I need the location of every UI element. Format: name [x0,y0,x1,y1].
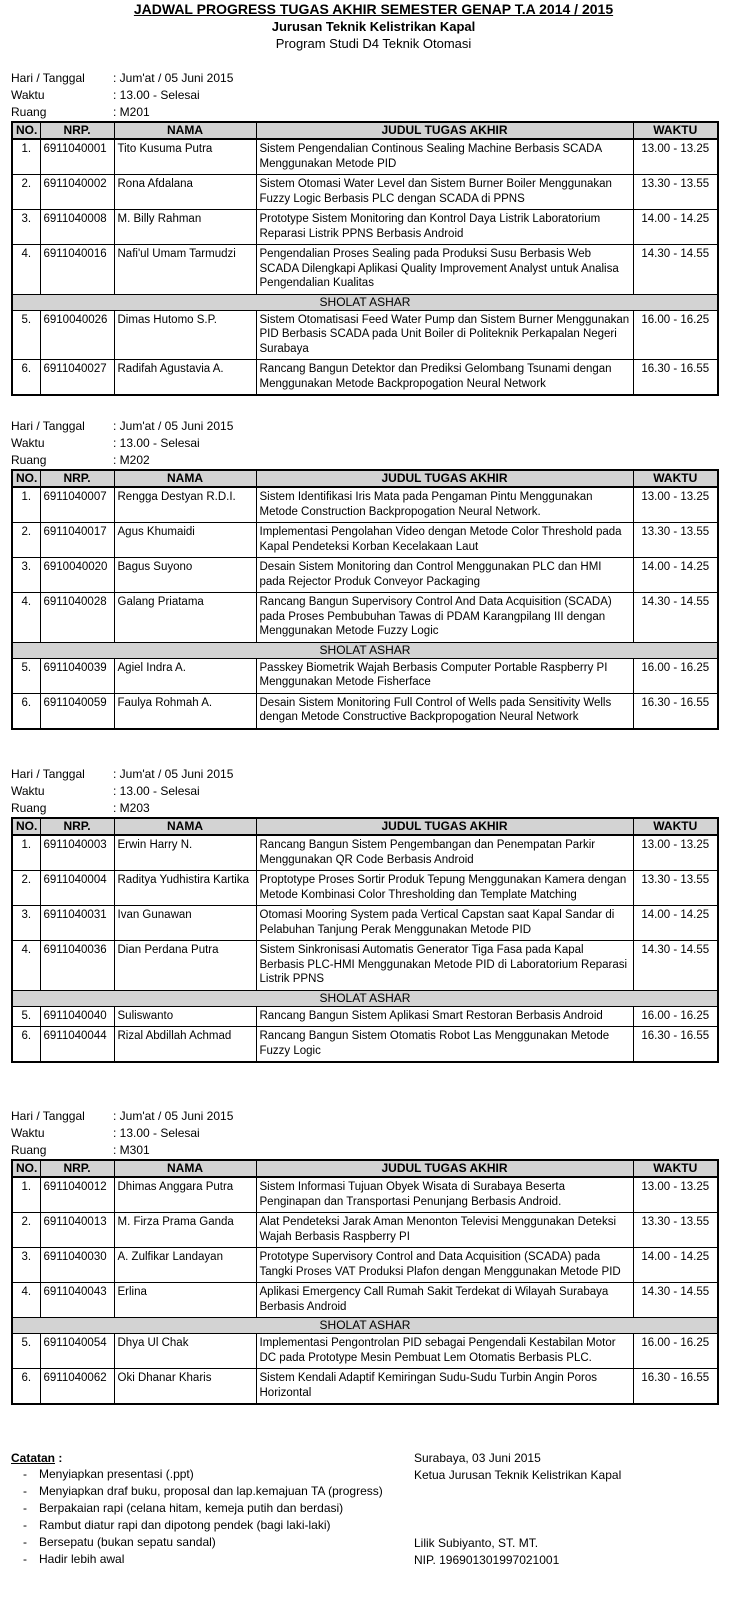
schedule-table [11,1159,719,1405]
col-nrp: NRP. [40,818,114,835]
table-row [12,906,718,941]
hari-label: Hari / Tanggal [11,71,85,85]
row-waktu: 14.30 - 14.55 [633,1283,718,1318]
col-waktu: WAKTU [633,470,718,487]
document-title: JADWAL PROGRESS TUGAS AKHIR SEMESTER GENAP T.A 2014 / 2015 [133,1,614,17]
table-row [12,523,718,558]
col-no: NO. [12,470,40,487]
row-no: 3. [12,558,40,593]
col-no: NO. [12,122,40,139]
break-label: SHOLAT ASHAR [12,1318,718,1334]
waktu-label: Waktu [11,784,45,798]
ruang-label: Ruang [11,801,47,815]
row-judul: Prototype Supervisory Control and Data Acquisition (SCADA) pada Tangki Proses VAT Produksi Plafon dengan Menggunakan Metode PID [256,1248,633,1283]
list-item: - Menyiapkan presentasi (.ppt) [23,1467,194,1481]
row-no: 1. [12,139,40,175]
session-m201 [11,70,717,396]
row-nrp: 6911040007 [40,487,114,523]
row-no: 4. [12,245,40,295]
waktu-label: Waktu [11,88,45,102]
row-waktu: 14.30 - 14.55 [633,245,718,295]
hari-label: Hari / Tanggal [11,1109,85,1123]
table-row [12,1213,718,1248]
row-judul: Pengendalian Proses Sealing pada Produksi Susu Berbasis Web SCADA Dilengkapi Aplikasi Quality Improvement Analyst untuk Analisa Pengendalian Kualitas [256,245,633,295]
list-item: - Hadir lebih awal [23,1552,125,1566]
col-waktu: WAKTU [633,122,718,139]
row-waktu: 16.00 - 16.25 [633,658,718,693]
row-nama: Radifah Agustavia A. [114,360,256,396]
hari-label: Hari / Tanggal [11,419,85,433]
signature-name: Lilik Subiyanto, ST. MT. [414,1536,539,1550]
table-row [12,1369,718,1405]
hari-value: : Jum'at / 05 Juni 2015 [113,767,234,781]
row-nrp: 6911040059 [40,693,114,729]
row-nrp: 6911040062 [40,1369,114,1405]
row-nrp: 6911040039 [40,658,114,693]
ruang-label: Ruang [11,105,47,119]
signature-position: Ketua Jurusan Teknik Kelistrikan Kapal [414,1468,622,1482]
col-no: NO. [12,818,40,835]
ruang-value: : M201 [113,105,150,119]
notes-section [11,1450,411,1568]
row-judul: Proptotype Proses Sortir Produk Tepung Menggunakan Kamera dengan Metode Kombinasi Color Thresholding dan Template Matching [256,871,633,906]
row-judul: Sistem Pengendalian Continous Sealing Machine Berbasis SCADA Menggunakan Metode PID [256,139,633,175]
table-row [12,558,718,593]
row-nrp: 6911040031 [40,906,114,941]
note-text: Menyiapkan draf buku, proposal dan lap.kemajuan TA (progress) [39,1484,383,1498]
schedule-table [11,121,719,396]
row-nama: Tito Kusuma Putra [114,139,256,175]
row-judul: Implementasi Pengolahan Video dengan Metode Color Threshold pada Kapal Pendeteksi Korban Kecelakaan Laut [256,523,633,558]
ruang-value: : M202 [113,453,150,467]
document-header [0,0,747,52]
row-judul: Alat Pendeteksi Jarak Aman Menonton Televisi Menggunakan Deteksi Wajah Berbasis Raspberry PI [256,1213,633,1248]
row-nama: Ivan Gunawan [114,906,256,941]
col-waktu: WAKTU [633,1160,718,1177]
row-nama: Suliswanto [114,1006,256,1027]
table-header-row [12,818,718,835]
table-header-row [12,1160,718,1177]
col-nrp: NRP. [40,470,114,487]
row-nrp: 6911040040 [40,1006,114,1027]
note-text: Rambut diatur rapi dan dipotong pendek (bagi laki-laki) [39,1518,331,1532]
row-waktu: 14.30 - 14.55 [633,941,718,991]
row-nrp: 6910040026 [40,310,114,360]
table-row [12,1248,718,1283]
table-row [12,1006,718,1027]
row-waktu: 13.00 - 13.25 [633,835,718,871]
ruang-value: : M203 [113,801,150,815]
hari-value: : Jum'at / 05 Juni 2015 [113,419,234,433]
waktu-value: : 13.00 - Selesai [113,1126,200,1140]
row-nama: A. Zulfikar Landayan [114,1248,256,1283]
row-no: 6. [12,360,40,396]
waktu-label: Waktu [11,1126,45,1140]
notes-title-colon: : [55,1451,63,1465]
row-judul: Sistem Otomasi Water Level dan Sistem Burner Boiler Menggunakan Fuzzy Logic Berbasis PLC dengan SCADA di PPNS [256,175,633,210]
row-no: 3. [12,210,40,245]
row-waktu: 16.30 - 16.55 [633,1027,718,1063]
break-label: SHOLAT ASHAR [12,990,718,1006]
table-row [12,310,718,360]
row-judul: Sistem Informasi Tujuan Obyek Wisata di Surabaya Beserta Penginapan dan Transportasi Penunjang Berbasis Android. [256,1177,633,1213]
row-judul: Aplikasi Emergency Call Rumah Sakit Terdekat di Wilayah Surabaya Berbasis Android [256,1283,633,1318]
row-waktu: 16.30 - 16.55 [633,693,718,729]
ruang-label: Ruang [11,453,47,467]
row-nama: Dhimas Anggara Putra [114,1177,256,1213]
table-row [12,1027,718,1063]
row-judul: Sistem Otomatisasi Feed Water Pump dan Sistem Burner Menggunakan PID Berbasis SCADA pada Unit Boiler di Politeknik Perkapalan Negeri Surabaya [256,310,633,360]
row-nrp: 6911040036 [40,941,114,991]
schedule-table [11,817,719,1063]
col-judul: JUDUL TUGAS AKHIR [256,818,633,835]
row-nama: Oki Dhanar Kharis [114,1369,256,1405]
table-row [12,941,718,991]
table-row [12,871,718,906]
col-judul: JUDUL TUGAS AKHIR [256,1160,633,1177]
table-row [12,1334,718,1369]
row-waktu: 14.00 - 14.25 [633,1248,718,1283]
row-no: 6. [12,1027,40,1063]
row-nama: Galang Priatama [114,593,256,643]
session-m202 [11,418,717,730]
row-no: 2. [12,1213,40,1248]
row-nama: Erlina [114,1283,256,1318]
col-nama: NAMA [114,470,256,487]
row-no: 5. [12,1334,40,1369]
row-judul: Desain Sistem Monitoring dan Control Menggunakan PLC dan HMI pada Rejector Produk Conveyor Packaging [256,558,633,593]
row-nrp: 6911040043 [40,1283,114,1318]
row-no: 6. [12,693,40,729]
row-waktu: 13.00 - 13.25 [633,487,718,523]
waktu-value: : 13.00 - Selesai [113,784,200,798]
row-waktu: 13.00 - 13.25 [633,139,718,175]
row-nrp: 6911040054 [40,1334,114,1369]
table-row [12,593,718,643]
row-no: 2. [12,523,40,558]
break-row [12,294,718,310]
row-no: 5. [12,310,40,360]
row-waktu: 16.30 - 16.55 [633,1369,718,1405]
break-row [12,642,718,658]
row-waktu: 13.00 - 13.25 [633,1177,718,1213]
table-row [12,210,718,245]
table-header-row [12,470,718,487]
break-label: SHOLAT ASHAR [12,642,718,658]
break-row [12,1318,718,1334]
hari-label: Hari / Tanggal [11,767,85,781]
col-nama: NAMA [114,818,256,835]
row-judul: Rancang Bangun Detektor dan Prediksi Gelombang Tsunami dengan Menggunakan Metode Backpropogation Neural Network [256,360,633,396]
list-item: - Bersepatu (bukan sepatu sandal) [23,1535,216,1549]
row-waktu: 13.30 - 13.55 [633,523,718,558]
row-waktu: 13.30 - 13.55 [633,871,718,906]
waktu-label: Waktu [11,436,45,450]
row-no: 3. [12,1248,40,1283]
row-judul: Rancang Bangun Sistem Aplikasi Smart Restoran Berbasis Android [256,1006,633,1027]
row-no: 4. [12,1283,40,1318]
col-nrp: NRP. [40,122,114,139]
col-nama: NAMA [114,1160,256,1177]
row-waktu: 13.30 - 13.55 [633,175,718,210]
row-no: 5. [12,1006,40,1027]
row-judul: Sistem Sinkronisasi Automatis Generator Tiga Fasa pada Kapal Berbasis PLC-HMI Menggunakan Metode PID di Laboratorium Reparasi Listrik PPNS [256,941,633,991]
signature-block [414,1450,734,1569]
row-judul: Otomasi Mooring System pada Vertical Capstan saat Kapal Sandar di Pelabuhan Tanjung Perak Menggunakan Metode PID [256,906,633,941]
row-nrp: 6911040028 [40,593,114,643]
row-nama: Agiel Indra A. [114,658,256,693]
row-waktu: 16.00 - 16.25 [633,310,718,360]
row-nrp: 6910040020 [40,558,114,593]
row-nrp: 6911040027 [40,360,114,396]
session-m301 [11,1108,717,1405]
row-nrp: 6911040013 [40,1213,114,1248]
row-judul: Rancang Bangun Sistem Otomatis Robot Las Menggunakan Metode Fuzzy Logic [256,1027,633,1063]
table-row [12,835,718,871]
row-nrp: 6911040001 [40,139,114,175]
row-waktu: 16.00 - 16.25 [633,1006,718,1027]
notes-title: Catatan [11,1451,56,1465]
row-no: 5. [12,658,40,693]
table-row [12,487,718,523]
row-waktu: 16.30 - 16.55 [633,360,718,396]
ruang-label: Ruang [11,1143,47,1157]
row-no: 4. [12,593,40,643]
col-nrp: NRP. [40,1160,114,1177]
row-waktu: 14.00 - 14.25 [633,210,718,245]
hari-value: : Jum'at / 05 Juni 2015 [113,71,234,85]
list-item: - Menyiapkan draf buku, proposal dan lap.kemajuan TA (progress) [23,1484,383,1498]
signature-place-date: Surabaya, 03 Juni 2015 [414,1451,541,1465]
col-waktu: WAKTU [633,818,718,835]
table-row [12,1177,718,1213]
row-no: 3. [12,906,40,941]
note-text: Hadir lebih awal [39,1552,125,1566]
waktu-value: : 13.00 - Selesai [113,88,200,102]
row-nama: Rengga Destyan R.D.I. [114,487,256,523]
table-row [12,693,718,729]
note-text: Menyiapkan presentasi (.ppt) [39,1467,194,1481]
row-nrp: 6911040016 [40,245,114,295]
row-nrp: 6911040003 [40,835,114,871]
row-nama: M. Firza Prama Ganda [114,1213,256,1248]
row-no: 2. [12,871,40,906]
row-waktu: 13.30 - 13.55 [633,1213,718,1248]
table-row [12,245,718,295]
row-nama: Erwin Harry N. [114,835,256,871]
row-judul: Sistem Identifikasi Iris Mata pada Pengaman Pintu Menggunakan Metode Construction Backpropogation Neural Network. [256,487,633,523]
break-row [12,990,718,1006]
row-judul: Rancang Bangun Supervisory Control And Data Acquisition (SCADA) pada Proses Pembubuhan Tawas di PDAM Karangpilang III dengan Menggunakan Metode Fuzzy Logic [256,593,633,643]
row-nama: Raditya Yudhistira Kartika [114,871,256,906]
row-nama: Rona Afdalana [114,175,256,210]
department-name: Jurusan Teknik Kelistrikan Kapal [271,19,476,34]
row-nrp: 6911040044 [40,1027,114,1063]
waktu-value: : 13.00 - Selesai [113,436,200,450]
break-label: SHOLAT ASHAR [12,294,718,310]
col-no: NO. [12,1160,40,1177]
hari-value: : Jum'at / 05 Juni 2015 [113,1109,234,1123]
signature-nip: NIP. 196901301997021001 [414,1553,560,1567]
row-nama: Dimas Hutomo S.P. [114,310,256,360]
table-row [12,139,718,175]
row-nama: Rizal Abdillah Achmad [114,1027,256,1063]
table-header-row [12,122,718,139]
row-nrp: 6911040017 [40,523,114,558]
row-nama: Faulya Rohmah A. [114,693,256,729]
session-info [11,1108,717,1159]
note-text: Berpakaian rapi (celana hitam, kemeja putih dan berdasi) [39,1501,344,1515]
row-nama: Bagus Suyono [114,558,256,593]
ruang-value: : M301 [113,1143,150,1157]
table-row [12,360,718,396]
schedule-table [11,469,719,730]
row-judul: Rancang Bangun Sistem Pengembangan dan Penempatan Parkir Menggunakan QR Code Berbasis Android [256,835,633,871]
row-waktu: 16.00 - 16.25 [633,1334,718,1369]
row-waktu: 14.00 - 14.25 [633,558,718,593]
session-info [11,766,717,817]
row-judul: Desain Sistem Monitoring Full Control of Wells pada Sensitivity Wells dengan Metode Constructive Backpropogation Neural Network [256,693,633,729]
col-judul: JUDUL TUGAS AKHIR [256,470,633,487]
table-row [12,1283,718,1318]
row-judul: Prototype Sistem Monitoring dan Kontrol Daya Listrik Laboratorium Reparasi Listrik PPNS Berbasis Android [256,210,633,245]
row-nama: M. Billy Rahman [114,210,256,245]
note-text: Bersepatu (bukan sepatu sandal) [39,1535,216,1549]
table-row [12,658,718,693]
row-no: 2. [12,175,40,210]
row-nrp: 6911040008 [40,210,114,245]
row-nrp: 6911040004 [40,871,114,906]
row-nama: Agus Khumaidi [114,523,256,558]
row-nama: Nafi'ul Umam Tarmudzi [114,245,256,295]
session-info [11,70,717,121]
row-waktu: 14.30 - 14.55 [633,593,718,643]
row-judul: Passkey Biometrik Wajah Berbasis Computer Portable Raspberry PI Menggunakan Metode Fisherface [256,658,633,693]
row-nrp: 6911040012 [40,1177,114,1213]
list-item: - Berpakaian rapi (celana hitam, kemeja putih dan berdasi) [23,1501,344,1515]
program-name: Program Studi D4 Teknik Otomasi [275,36,472,51]
row-nrp: 6911040002 [40,175,114,210]
row-nrp: 6911040030 [40,1248,114,1283]
row-judul: Sistem Kendali Adaptif Kemiringan Sudu-Sudu Turbin Angin Poros Horizontal [256,1369,633,1405]
list-item: - Rambut diatur rapi dan dipotong pendek (bagi laki-laki) [23,1518,331,1532]
row-no: 6. [12,1369,40,1405]
row-nama: Dian Perdana Putra [114,941,256,991]
row-waktu: 14.00 - 14.25 [633,906,718,941]
session-m203 [11,766,717,1063]
col-nama: NAMA [114,122,256,139]
row-judul: Implementasi Pengontrolan PID sebagai Pengendali Kestabilan Motor DC pada Prototype Mesin Pembuat Lem Otomatis Berbasis PLC. [256,1334,633,1369]
row-no: 4. [12,941,40,991]
row-no: 1. [12,1177,40,1213]
notes-heading [11,1450,411,1466]
table-row [12,175,718,210]
col-judul: JUDUL TUGAS AKHIR [256,122,633,139]
row-no: 1. [12,835,40,871]
row-no: 1. [12,487,40,523]
row-nama: Dhya Ul Chak [114,1334,256,1369]
session-info [11,418,717,469]
